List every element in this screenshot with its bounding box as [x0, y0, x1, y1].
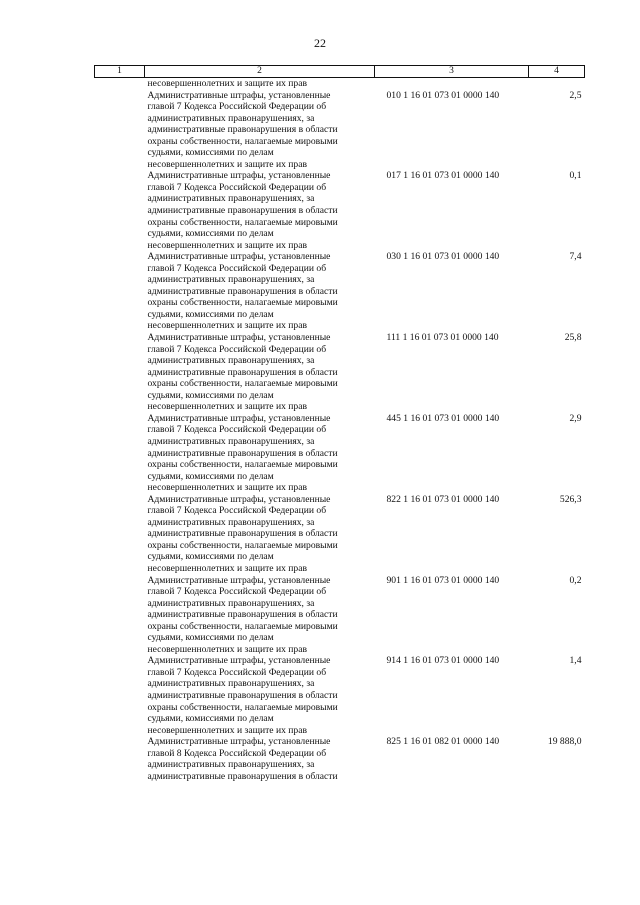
description-line: несовершеннолетних и защите их прав [147, 562, 308, 574]
description-line: административных правонарушениях, за [147, 112, 315, 124]
description-line: судьями, комиссиями по делам [147, 389, 274, 401]
description-line: несовершеннолетних и защите их прав [147, 158, 308, 170]
description-line: охраны собственности, налагаемые мировыми [147, 297, 338, 309]
row-code: 010 1 16 01 073 01 0000 140 [386, 89, 500, 101]
row-code: 914 1 16 01 073 01 0000 140 [386, 655, 500, 667]
row-code: 111 1 16 01 073 01 0000 140 [386, 332, 499, 344]
page-number: 22 [314, 36, 326, 50]
description-line: несовершеннолетних и защите их прав [147, 320, 308, 332]
description-line: административные правонарушения в области [147, 124, 338, 136]
description-line: главой 7 Кодекса Российской Федерации об [147, 101, 327, 113]
description-line: судьями, комиссиями по делам [147, 551, 274, 563]
table-row [95, 332, 585, 413]
row-amount: 7,4 [569, 251, 582, 263]
table-row [95, 251, 585, 332]
description-line: судьями, комиссиями по делам [147, 470, 274, 482]
description-line: судьями, комиссиями по делам [147, 147, 274, 159]
description-line: главой 7 Кодекса Российской Федерации об [147, 181, 327, 193]
table-header [95, 66, 585, 78]
description-line: административных правонарушениях, за [147, 597, 315, 609]
description-line: охраны собственности, налагаемые мировыми [147, 135, 338, 147]
description-line: главой 7 Кодекса Российской Федерации об [147, 262, 327, 274]
description-line: Административные штрафы, установленные [147, 736, 331, 748]
header-col-4: 4 [529, 66, 585, 78]
row-description [145, 90, 375, 171]
description-line: административных правонарушениях, за [147, 435, 315, 447]
description-line: судьями, комиссиями по делам [147, 308, 274, 320]
description-line: охраны собственности, налагаемые мировыми [147, 539, 338, 551]
row-code: 825 1 16 01 082 01 0000 140 [386, 736, 500, 748]
row-amount: 2,5 [569, 89, 582, 101]
row-code: 030 1 16 01 073 01 0000 140 [386, 251, 500, 263]
description-line: охраны собственности, налагаемые мировыми [147, 378, 338, 390]
description-line: административных правонарушениях, за [147, 193, 315, 205]
description-line: охраны собственности, налагаемые мировыми [147, 701, 338, 713]
header-col-1: 1 [95, 66, 145, 78]
description-line: Административные штрафы, установленные [147, 89, 331, 101]
description-line: административных правонарушениях, за [147, 759, 315, 771]
row-description [145, 251, 375, 332]
description-line: административных правонарушениях, за [147, 274, 315, 286]
row-amount: 0,2 [569, 574, 582, 586]
table-row [95, 494, 585, 575]
row-description [145, 413, 375, 494]
description-line: административные правонарушения в области [147, 689, 338, 701]
description-line: главой 7 Кодекса Российской Федерации об [147, 424, 327, 436]
description-line: административных правонарушениях, за [147, 355, 315, 367]
header-col-3: 3 [375, 66, 529, 78]
description-line: административных правонарушениях, за [147, 678, 315, 690]
row-code: 901 1 16 01 073 01 0000 140 [386, 574, 500, 586]
description-line: административные правонарушения в области [147, 285, 338, 297]
table-row [95, 575, 585, 656]
row-amount: 1,4 [569, 655, 582, 667]
row-amount: 19 888,0 [547, 736, 582, 748]
description-line: главой 8 Кодекса Российской Федерации об [147, 747, 327, 759]
description-line: главой 7 Кодекса Российской Федерации об [147, 505, 327, 517]
description-line: административные правонарушения в области [147, 366, 338, 378]
row-description [145, 575, 375, 656]
description-line: административные правонарушения в области [147, 205, 338, 217]
description-line: главой 7 Кодекса Российской Федерации об [147, 343, 327, 355]
description-line: судьями, комиссиями по делам [147, 228, 274, 240]
description-line: несовершеннолетних и защите их прав [147, 239, 308, 251]
continuation-row [95, 78, 585, 90]
description-line: Административные штрафы, установленные [147, 655, 331, 667]
row-description [145, 655, 375, 736]
description-line: административные правонарушения в области [147, 770, 338, 782]
description-line: судьями, комиссиями по делам [147, 632, 274, 644]
row-amount: 0,1 [569, 170, 582, 182]
budget-table [94, 65, 585, 782]
row-code: 017 1 16 01 073 01 0000 140 [386, 170, 500, 182]
description-line: главой 7 Кодекса Российской Федерации об [147, 586, 327, 598]
row-description [145, 332, 375, 413]
description-line: Административные штрафы, установленные [147, 332, 331, 344]
row-code: 822 1 16 01 073 01 0000 140 [386, 493, 500, 505]
description-line: главой 7 Кодекса Российской Федерации об [147, 666, 327, 678]
description-line: Административные штрафы, установленные [147, 574, 331, 586]
description-line: Административные штрафы, установленные [147, 251, 331, 263]
description-line: административные правонарушения в области [147, 447, 338, 459]
row-description [145, 736, 375, 782]
row-description [145, 170, 375, 251]
row-description [145, 494, 375, 575]
row-amount: 526,3 [559, 493, 582, 505]
table-row [95, 655, 585, 736]
description-line: Административные штрафы, установленные [147, 412, 331, 424]
description-line: административных правонарушениях, за [147, 516, 315, 528]
row-amount: 25,8 [564, 332, 582, 344]
description-line: охраны собственности, налагаемые мировыми [147, 620, 338, 632]
description-line: Административные штрафы, установленные [147, 170, 331, 182]
description-line: несовершеннолетних и защите их прав [147, 724, 308, 736]
continuation-text: несовершеннолетних и защите их прав [147, 78, 308, 89]
row-code: 445 1 16 01 073 01 0000 140 [386, 412, 500, 424]
table-body [95, 78, 585, 783]
description-line: охраны собственности, налагаемые мировыми [147, 459, 338, 471]
row-amount: 2,9 [569, 412, 582, 424]
header-col-2: 2 [145, 66, 375, 78]
table-row [95, 413, 585, 494]
description-line: Административные штрафы, установленные [147, 493, 331, 505]
description-line: несовершеннолетних и защите их прав [147, 401, 308, 413]
description-line: охраны собственности, налагаемые мировыми [147, 216, 338, 228]
table-row [95, 90, 585, 171]
description-line: административные правонарушения в области [147, 528, 338, 540]
description-line: административные правонарушения в области [147, 609, 338, 621]
description-line: несовершеннолетних и защите их прав [147, 643, 308, 655]
table-row [95, 736, 585, 782]
description-line: несовершеннолетних и защите их прав [147, 482, 308, 494]
description-line: судьями, комиссиями по делам [147, 713, 274, 725]
table-row [95, 170, 585, 251]
